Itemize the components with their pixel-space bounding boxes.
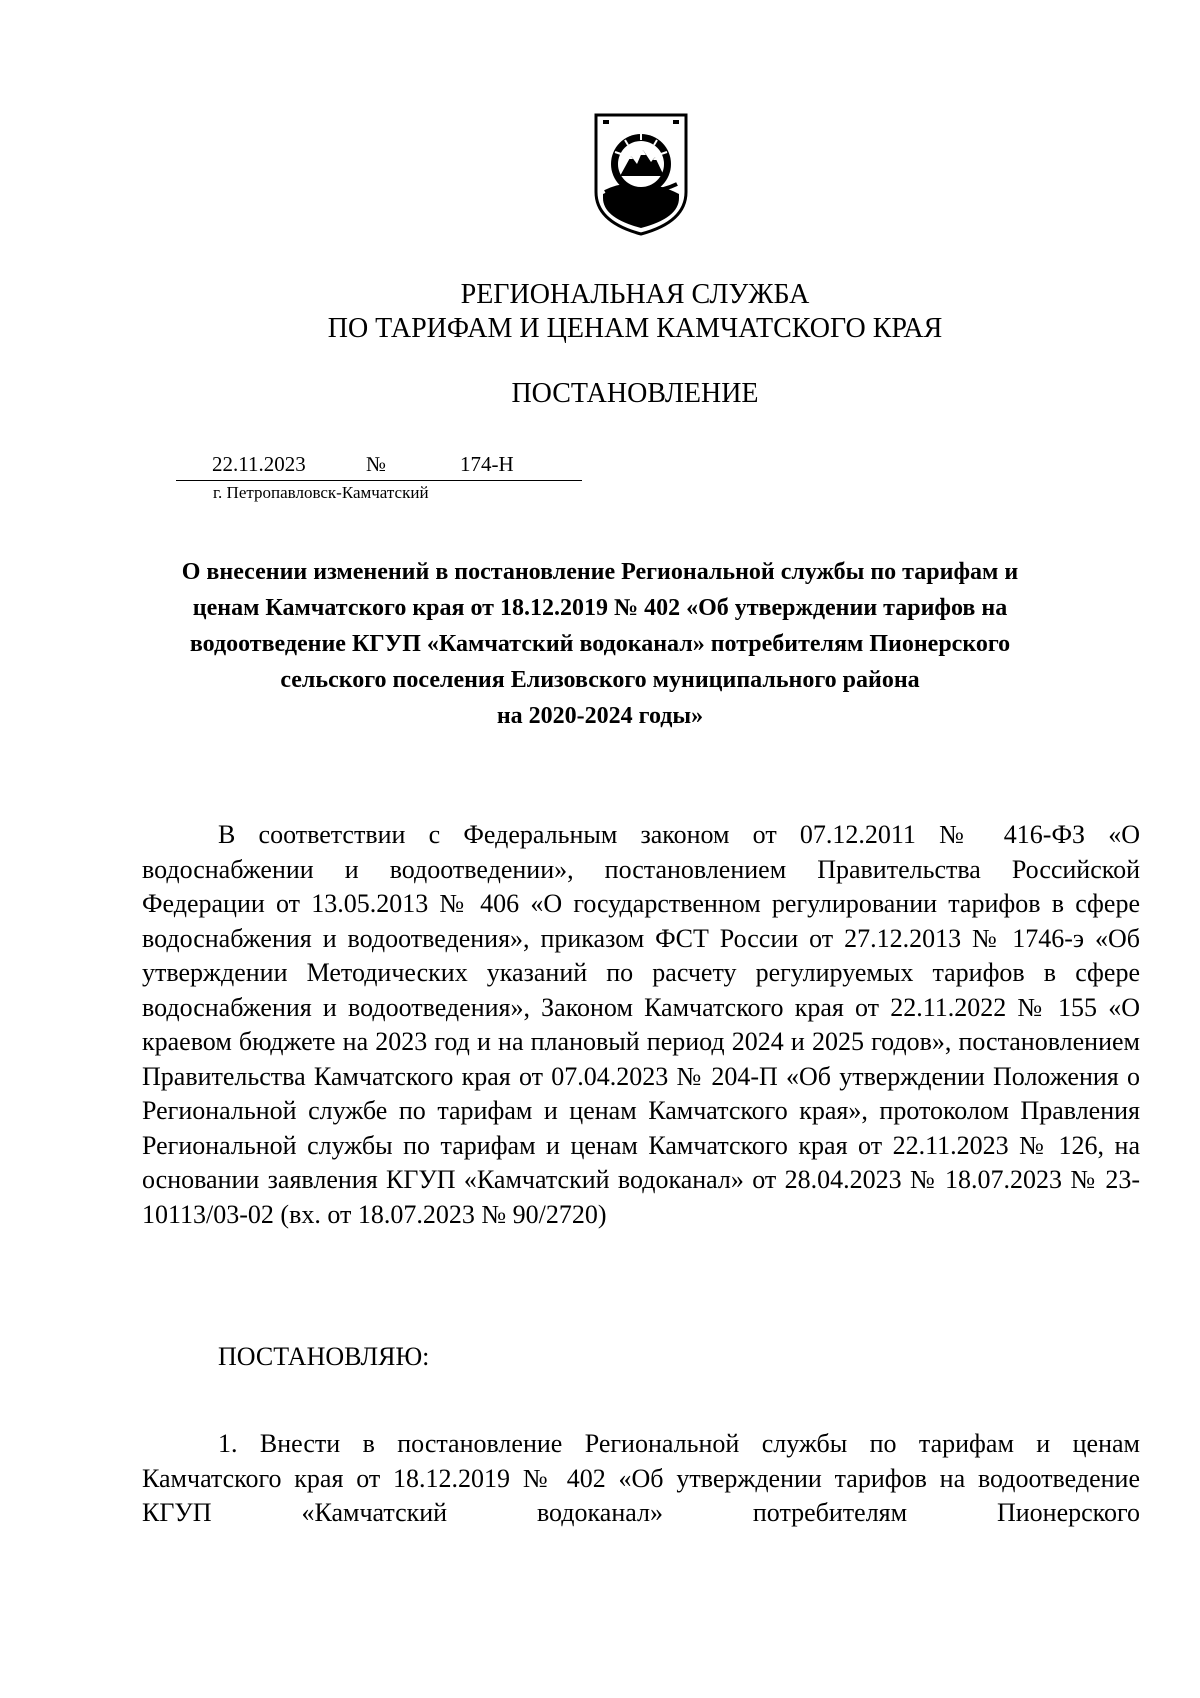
preamble-paragraph: В соответствии с Федеральным законом от 07.12.2011 № 416-ФЗ «О водоснабжении и водоотведении», постановлением Правительства Российской Федерации от 13.05.2013 № 406 «О государственном регулировании тарифов в сфере водоснабжения и водоотведения», приказом ФСТ России от 27.12.2013 № 1746-э «Об утверждении Методических указаний по расчету регулируемых тарифов в сфере водоснабжения и водоотведения», Законом Камчатского края от 22.11.2022 № 155 «О краевом бюджете на 2023 год и на плановый период 2024 и 2025 годов», постановлением Правительства Камчатского края от 07.04.2023 № 204-П «Об утверждении Положения о Региональной службе по тарифам и ценам Камчатского края», протоколом Правления Региональной службы по тарифам и ценам Камчатского края от 22.11.2023 № 126, на основании заявления КГУП «Камчатский водоканал» от 28.04.2023 № 18.07.2023 № 23-10113/03-02 (вх. от 18.07.2023 № 90/2720) [142, 820, 1140, 1229]
document-title [0, 554, 1200, 734]
title-line: водоотведение КГУП «Камчатский водоканал» потребителям Пионерского [189, 631, 1011, 657]
coat-of-arms-emblem [591, 112, 691, 237]
resolve-heading: ПОСТАНОВЛЯЮ: [218, 1342, 430, 1371]
agency-name-line-2: ПО ТАРИФАМ И ЦЕНАМ КАМЧАТСКОГО КРАЯ [327, 313, 943, 344]
number-sign: № [366, 452, 387, 476]
issue-city: г. Петропавловск-Камчатский [213, 483, 429, 502]
title-line: ценам Камчатского края от 18.12.2019 № 402 «Об утверждении тарифов на [192, 595, 1008, 621]
agency-name-line-1: РЕГИОНАЛЬНАЯ СЛУЖБА [460, 279, 810, 310]
date-number-line [176, 448, 582, 481]
title-line: на 2020-2024 годы» [496, 703, 704, 729]
title-line: О внесении изменений в постановление Региональной службы по тарифам и [181, 559, 1019, 585]
document-type-heading: ПОСТАНОВЛЕНИЕ [511, 378, 759, 409]
title-line: сельского поселения Елизовского муниципального района [280, 667, 920, 693]
item-1-paragraph: 1. Внести в постановление Региональной службы по тарифам и ценам Камчатского края от 18.12.2019 № 402 «Об утверждении тарифов на водоотведение КГУП «Камчатский водоканал» потребителям Пионерского [142, 1429, 1140, 1527]
document-date: 22.11.2023 [212, 452, 306, 476]
document-number: 174-Н [460, 452, 514, 476]
